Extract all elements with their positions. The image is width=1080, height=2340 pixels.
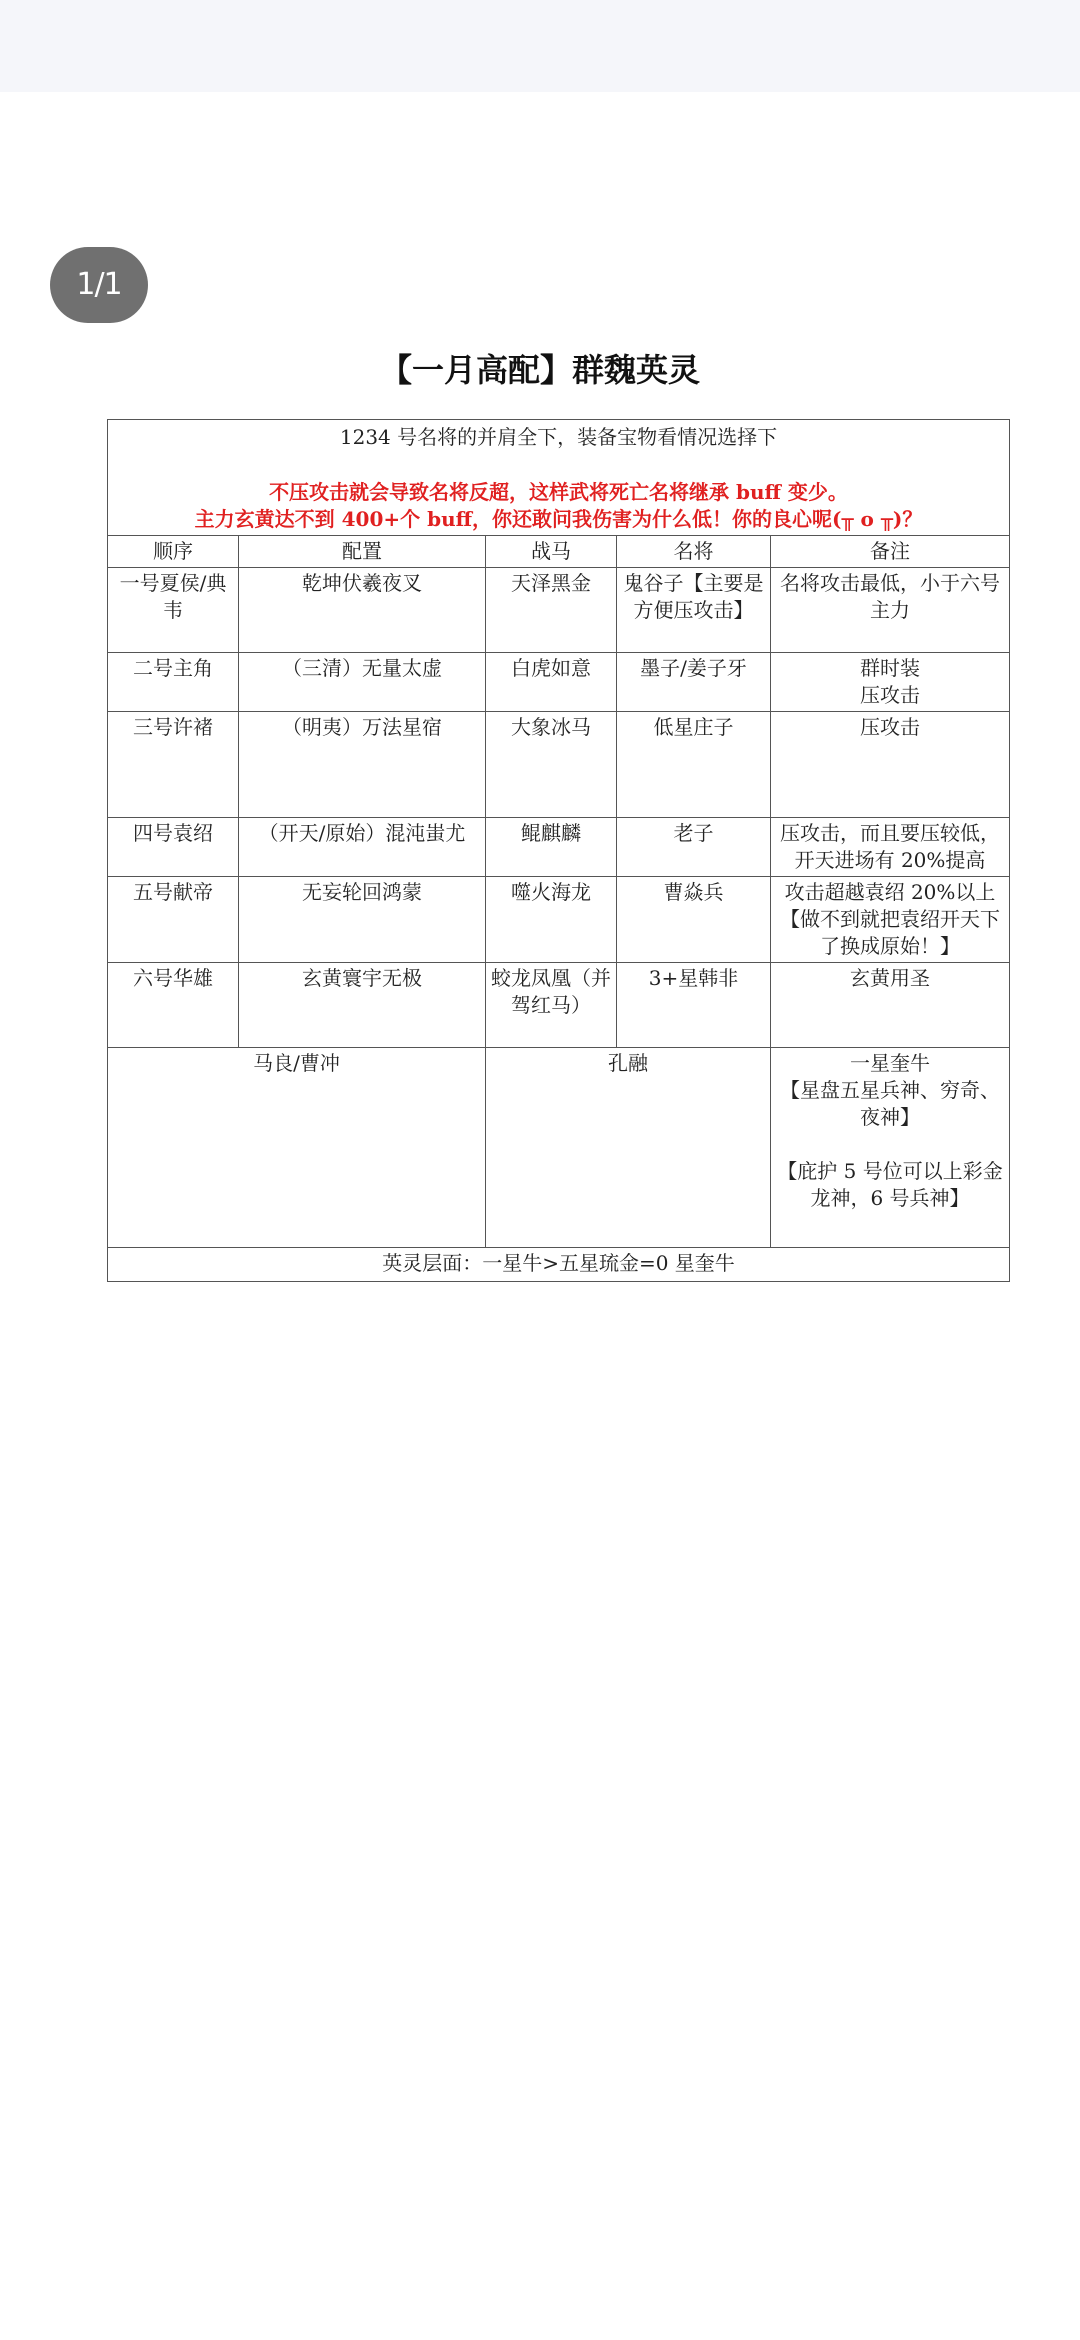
cell-extra-2: 孔融: [486, 1048, 771, 1248]
intro-cell: [108, 420, 1010, 536]
cell-horse: 白虎如意: [486, 653, 617, 712]
table-row: [108, 963, 1010, 1048]
cell-note: 压攻击，而且要压较低，开天进场有 20%提高: [771, 818, 1010, 877]
cell-horse: 蛟龙凤凰（并驾红马）: [486, 963, 617, 1048]
extra-note-line-2: 【星盘五星兵神、穷奇、夜神】: [780, 1078, 1000, 1129]
table-row: [108, 712, 1010, 818]
top-status-band: [0, 0, 1080, 92]
extra-note-line-1: 一星奎牛: [850, 1051, 930, 1075]
cell-horse: 天泽黑金: [486, 568, 617, 653]
warning-text-2: 主力玄黄达不到 400+个 buff，你还敢问我伤害为什么低！你的良心呢(╥ o ╥)？: [194, 507, 923, 531]
intro-row: [108, 420, 1010, 536]
cell-horse: 鲲麒麟: [486, 818, 617, 877]
cell-config: （三清）无量太虚: [239, 653, 486, 712]
cell-config: 玄黄寰宇无极: [239, 963, 486, 1048]
cell-general: 鬼谷子【主要是方便压攻击】: [617, 568, 771, 653]
cell-extra-3: [771, 1048, 1010, 1248]
cell-order: 四号袁绍: [108, 818, 239, 877]
cell-general: 曹焱兵: [617, 877, 771, 963]
lineup-table: [107, 419, 1010, 1282]
table-row: [108, 877, 1010, 963]
cell-note: 压攻击: [771, 712, 1010, 818]
cell-order: 一号夏侯/典韦: [108, 568, 239, 653]
cell-order: 三号许褚: [108, 712, 239, 818]
header-config: 配置: [239, 536, 486, 568]
header-row: [108, 536, 1010, 568]
document-title: 【一月高配】群魏英灵: [379, 351, 700, 389]
warning-text-1: 不压攻击就会导致名将反超，这样武将死亡名将继承 buff 变少。: [269, 480, 848, 504]
cell-horse: 大象冰马: [486, 712, 617, 818]
cell-general: 低星庄子: [617, 712, 771, 818]
cell-note: 名将攻击最低，小于六号主力: [771, 568, 1010, 653]
cell-config: 无妄轮回鸿蒙: [239, 877, 486, 963]
table-row: [108, 818, 1010, 877]
cell-order: 二号主角: [108, 653, 239, 712]
cell-config: （开天/原始）混沌蚩尤: [239, 818, 486, 877]
table-row: [108, 653, 1010, 712]
header-note: 备注: [771, 536, 1010, 568]
cell-note: 攻击超越袁绍 20%以上【做不到就把袁绍开天下了换成原始！】: [771, 877, 1010, 963]
header-general: 名将: [617, 536, 771, 568]
cell-config: （明夷）万法星宿: [239, 712, 486, 818]
cell-note: 群时装 压攻击: [771, 653, 1010, 712]
cell-horse: 噬火海龙: [486, 877, 617, 963]
header-horse: 战马: [486, 536, 617, 568]
table-row: [108, 568, 1010, 653]
intro-text: 1234 号名将的并肩全下，装备宝物看情况选择下: [339, 425, 778, 449]
cell-config: 乾坤伏羲夜叉: [239, 568, 486, 653]
header-order: 顺序: [108, 536, 239, 568]
cell-general: 老子: [617, 818, 771, 877]
extra-note-line-3: 【庇护 5 号位可以上彩金龙神，6 号兵神】: [777, 1159, 1003, 1210]
cell-extra-1: 马良/曹冲: [108, 1048, 486, 1248]
cell-order: 五号献帝: [108, 877, 239, 963]
cell-general: 墨子/姜子牙: [617, 653, 771, 712]
cell-general: 3+星韩非: [617, 963, 771, 1048]
cell-note: 玄黄用圣: [771, 963, 1010, 1048]
page-indicator: 1/1: [50, 247, 148, 323]
footer-cell: 英灵层面：一星牛>五星琉金=0 星奎牛: [108, 1248, 1010, 1282]
extra-row: [108, 1048, 1010, 1248]
footer-row: [108, 1248, 1010, 1282]
cell-order: 六号华雄: [108, 963, 239, 1048]
